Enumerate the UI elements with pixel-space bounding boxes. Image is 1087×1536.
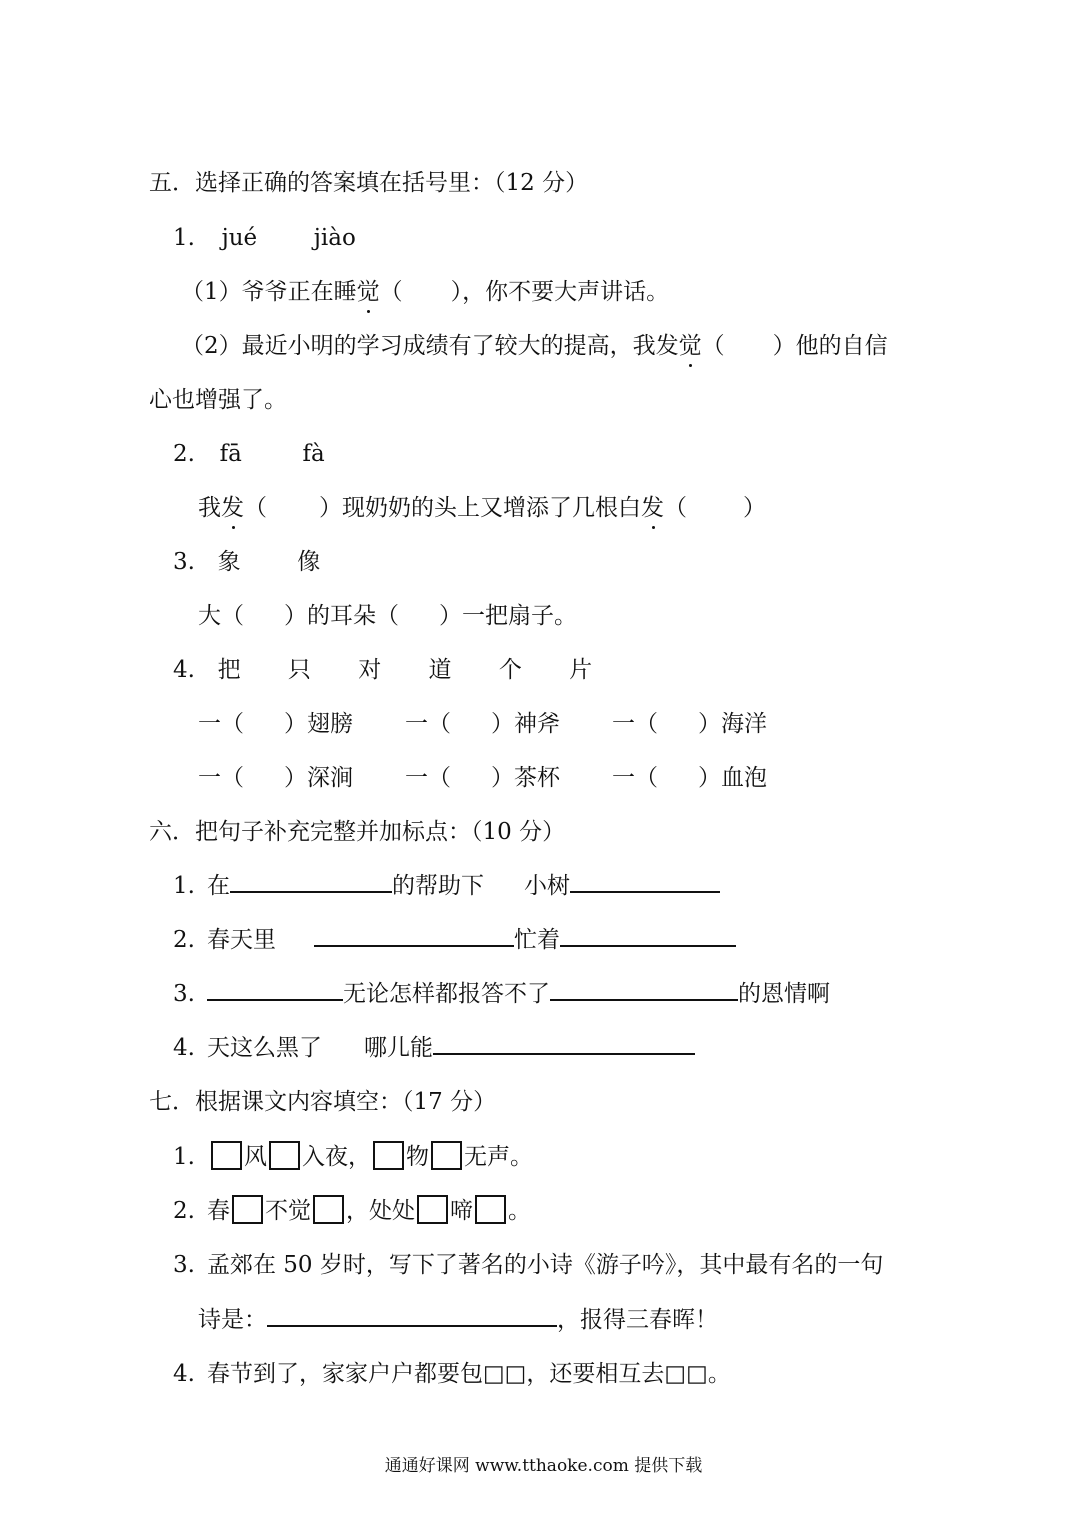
sentence-text: （2）最近小明的学习成绩有了较大的提高，我发 (181, 333, 679, 359)
q7-1 (173, 1141, 533, 1172)
q-number: 1. (173, 1144, 195, 1170)
measure-word: 道 (428, 657, 452, 683)
measure-word: 对 (358, 657, 382, 683)
phrase-part: 一（ (405, 765, 451, 791)
char-box[interactable] (417, 1195, 448, 1224)
sentence-text: 无论怎样都报答不了 (342, 981, 550, 1007)
bracket-open: （ (701, 333, 725, 359)
poem-text: ，处处 (345, 1198, 415, 1224)
sentence-text: ）一把扇子。 (439, 603, 577, 629)
q-number: 3. (173, 1252, 195, 1278)
char-box[interactable] (269, 1141, 300, 1170)
fill-line[interactable] (560, 925, 736, 947)
sentence-text: 小树 (523, 873, 570, 899)
dotted-char: 发 (221, 495, 244, 521)
measure-word: 片 (569, 657, 593, 683)
q-number: 3. (173, 549, 195, 575)
bracket-open: （ (379, 279, 403, 305)
page-footer: 通通好课网 www.tthaoke.com 提供下载 (384, 1456, 703, 1476)
section-7-heading: 七．根据课文内容填空：（17 分） (149, 1089, 497, 1115)
phrase-part: ）海洋 (698, 711, 767, 737)
dotted-char: 发 (641, 495, 664, 521)
q-number: 1. (173, 873, 195, 899)
sentence-text: 的恩情啊 (737, 981, 830, 1007)
poem-text: 入夜， (301, 1144, 371, 1170)
fill-line[interactable] (570, 871, 720, 893)
phrase-part: ）茶杯 (491, 765, 560, 791)
section-6-heading: 六．把句子补充完整并加标点：（10 分） (149, 819, 566, 845)
fill-line[interactable] (207, 979, 343, 1001)
phrase-part: ）神斧 (491, 711, 560, 737)
pinyin-jue: jué (221, 225, 258, 251)
pinyin-fa4: fà (302, 441, 325, 467)
measure-word: 只 (287, 657, 311, 683)
dotted-char: 觉 (678, 333, 702, 359)
fill-line[interactable] (230, 871, 392, 893)
q-number: 4. (173, 1035, 195, 1061)
q7-4 (173, 1359, 731, 1389)
q-number: 2. (173, 927, 195, 953)
word-option: 象 (217, 549, 241, 575)
bracket-open: （ (244, 495, 267, 521)
q5-3-sentence (198, 601, 577, 631)
pinyin-fa1: fā (219, 441, 242, 467)
q6-2 (173, 925, 736, 955)
phrase-part: 一（ (198, 711, 244, 737)
sentence-text: ，报得三春晖！ (557, 1307, 718, 1333)
sentence-text: 大（ (198, 603, 244, 629)
q7-2 (173, 1195, 531, 1226)
q6-4 (173, 1033, 695, 1063)
sentence-text: ），你不要大声讲话。 (450, 279, 670, 305)
fill-line[interactable] (314, 925, 514, 947)
sentence-text: 孟郊在 50 岁时，写下了著名的小诗《游子吟》，其中最有名的一句 (206, 1252, 884, 1278)
sentence-text: ）的耳朵（ (284, 603, 399, 629)
pinyin-jiao: jiào (313, 225, 356, 251)
sentence-text: 哪儿能 (363, 1035, 433, 1061)
word-option: 像 (297, 549, 321, 575)
q-number: 2. (173, 441, 195, 467)
poem-text: 物 (405, 1144, 429, 1170)
q-number: 4. (173, 1361, 195, 1387)
phrase-part: 一（ (612, 765, 658, 791)
q-number: 3. (173, 981, 195, 1007)
q5-2-pinyin (173, 439, 325, 469)
fill-line[interactable] (267, 1305, 557, 1327)
q5-3-words (173, 547, 320, 577)
phrase-part: 一（ (612, 711, 658, 737)
q5-1-pinyin (173, 223, 356, 253)
q-number: 4. (173, 657, 195, 683)
char-box[interactable] (211, 1141, 242, 1170)
poem-text: 春 (206, 1198, 230, 1224)
fill-line[interactable] (433, 1033, 695, 1055)
phrase-part: ）血泡 (698, 765, 767, 791)
dotted-char: 觉 (356, 279, 380, 305)
sentence-text: （1）爷爷正在睡 (181, 279, 357, 305)
poem-text: 啼 (449, 1198, 473, 1224)
sentence-text: 我 (198, 495, 221, 521)
bracket-open: （ (664, 495, 687, 521)
fill-line[interactable] (550, 979, 738, 1001)
poem-text: 风 (243, 1144, 267, 1170)
q6-1 (173, 871, 720, 901)
sentence-text: 在 (206, 873, 230, 899)
q5-1-sentence-2-cont: 心也增强了。 (149, 387, 287, 413)
poem-text: 无声。 (463, 1144, 533, 1170)
measure-word: 个 (498, 657, 522, 683)
sentence-text: 春节到了，家家户户都要包□□，还要相互去□□。 (206, 1361, 731, 1387)
char-box[interactable] (431, 1141, 462, 1170)
poem-text: 。 (507, 1198, 531, 1224)
char-box[interactable] (373, 1141, 404, 1170)
q5-1-sentence-1 (181, 277, 669, 307)
sentence-text: 忙着 (513, 927, 560, 953)
sentence-text: 的帮助下 (391, 873, 484, 899)
sentence-text: 春天里 (206, 927, 276, 953)
section-5-heading: 五．选择正确的答案填在括号里：（12 分） (149, 170, 589, 196)
char-box[interactable] (232, 1195, 263, 1224)
q-number: 2. (173, 1198, 195, 1224)
q5-4-row-2 (198, 763, 767, 793)
phrase-part: 一（ (405, 711, 451, 737)
q-number: 1. (173, 225, 195, 251)
bracket-close: ） (743, 495, 766, 521)
sentence-text: ）现奶奶的头上又增添了几根白 (319, 495, 641, 521)
measure-word: 把 (217, 657, 241, 683)
char-box[interactable] (313, 1195, 344, 1224)
q7-3-line-1 (173, 1250, 883, 1280)
phrase-part: ）深涧 (284, 765, 353, 791)
q5-1-sentence-2 (181, 331, 888, 361)
sentence-text: 诗是： (198, 1307, 267, 1333)
sentence-text: 天这么黑了 (206, 1035, 322, 1061)
q5-2-sentence (198, 493, 766, 523)
q6-3 (173, 979, 830, 1009)
phrase-part: ）翅膀 (284, 711, 353, 737)
poem-text: 不觉 (264, 1198, 311, 1224)
char-box[interactable] (475, 1195, 506, 1224)
sentence-text: ）他的自信 (772, 333, 888, 359)
phrase-part: 一（ (198, 765, 244, 791)
q5-4-words (173, 655, 592, 685)
q5-4-row-1 (198, 709, 767, 739)
q7-3-line-2 (198, 1305, 718, 1335)
